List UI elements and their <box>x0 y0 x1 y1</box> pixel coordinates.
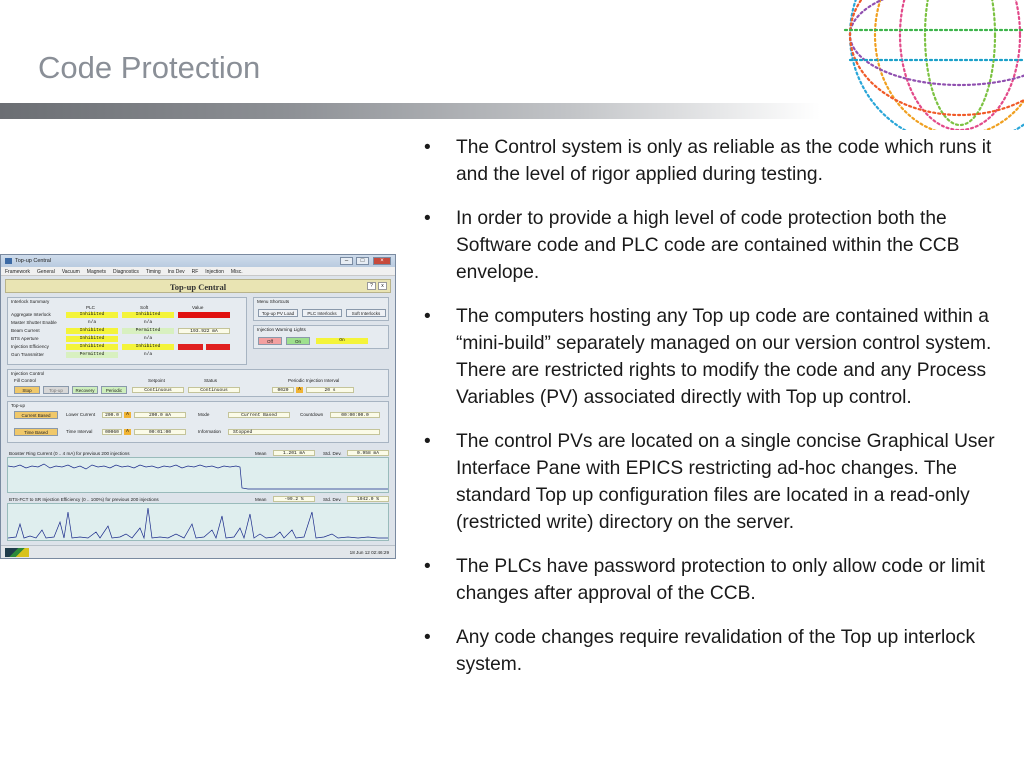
time-interval-alarm-marker: A <box>124 429 131 435</box>
current-based-button[interactable]: Current Based <box>14 411 58 419</box>
window-titlebar <box>1 255 395 267</box>
status-value: Continuous <box>188 387 240 393</box>
injection-control-group <box>7 369 389 397</box>
injection-efficiency-trace <box>8 504 388 540</box>
efficiency-std-label: Std. Dev. <box>323 497 342 502</box>
efficiency-mean-value: -99.2 % <box>273 496 315 502</box>
lower-current-alarm-marker: A <box>124 412 131 418</box>
col-soft-header: Soft <box>140 305 149 310</box>
time-interval-input[interactable]: 00060 <box>102 429 122 435</box>
soft-status: Inhibited <box>122 344 174 350</box>
plc-status: Inhibited <box>66 328 118 334</box>
injection-warning-lights-group <box>253 325 389 349</box>
time-based-button[interactable]: Time Based <box>14 428 58 436</box>
col-value-header: Value <box>192 305 204 310</box>
soft-status: Inhibited <box>122 312 174 318</box>
menu-injection[interactable]: Injection <box>205 269 224 275</box>
bullet-text: Any code changes require revalidation of the Top up interlock system. <box>456 627 976 675</box>
bullet-text: In order to provide a high level of code protection both the Software code and PLC code are contained within the CCB envelope. <box>456 208 960 283</box>
booster-std-label: Std. Dev. <box>323 451 342 456</box>
row-name: Aggregate Interlock <box>11 312 51 317</box>
bullet-text: The Control system is only as reliable as the code which runs it and the level of rigor applied during testing. <box>456 137 992 185</box>
help-button[interactable]: ? <box>367 282 376 290</box>
window-title: Top-up Central <box>15 258 52 264</box>
plc-status: Inhibited <box>66 336 118 342</box>
bullet-item <box>420 624 1015 678</box>
mode-value: Current Based <box>228 412 290 418</box>
efficiency-mean-label: Mean <box>255 497 267 502</box>
setpoint-value: Continuous <box>132 387 184 393</box>
topup-group <box>7 401 389 443</box>
bullet-text: The PLCs have password protection to only allow code or limit changes after approval of the CCB. <box>456 556 985 604</box>
row-name: Beam Current <box>11 328 40 333</box>
bullet-text: The control PVs are located on a single concise Graphical User Interface Pane with EPICS restricting ad-hoc changes. The standard Top up configuration files are located in a read-only (restricted write) directory on the server. <box>456 431 995 533</box>
group-title: Menu Shortcuts <box>257 299 290 304</box>
menu-framework[interactable]: Framework <box>5 269 31 275</box>
status-timestamp: 18 Jun 12 02:46:29 <box>349 550 389 555</box>
menu-magnets[interactable]: Magnets <box>86 269 106 275</box>
bullet-dot: • <box>424 137 431 158</box>
lower-current-readback: 200.0 mA <box>134 412 186 418</box>
row-name: Gun Transmitter <box>11 352 44 357</box>
topup-pv-load-button[interactable]: Top-up PV Load <box>258 309 298 317</box>
menu-insdev[interactable]: Ins Dev <box>167 269 185 275</box>
menu-timing[interactable]: Timing <box>145 269 161 275</box>
interlock-summary-group <box>7 297 247 365</box>
soft-status: n/a <box>143 320 153 325</box>
lights-off-button[interactable]: Off <box>258 337 282 345</box>
booster-std-value: 0.958 mA <box>347 450 389 456</box>
bullet-item <box>420 303 1015 411</box>
topup-mode-button[interactable]: Top-up <box>43 386 69 394</box>
countdown-label: Countdown <box>300 412 324 417</box>
booster-mean-value: 1.201 mA <box>273 450 315 456</box>
soft-status: Permitted <box>122 328 174 334</box>
title-underline-bar <box>0 103 820 119</box>
interval-alarm-marker: A <box>296 387 303 393</box>
slide-title: Code Protection <box>38 50 261 85</box>
menu-bar <box>1 267 395 276</box>
soft-status: n/a <box>143 336 153 341</box>
bullet-dot: • <box>424 431 431 452</box>
globe-logo-icon <box>830 0 1024 130</box>
value-indicator <box>178 312 230 318</box>
menu-diagnostics[interactable]: Diagnostics <box>112 269 139 275</box>
booster-current-trace <box>8 458 388 492</box>
beam-current-value: 193.922 mA <box>178 328 230 334</box>
bullet-dot: • <box>424 556 431 577</box>
bullet-dot: • <box>424 627 431 648</box>
plc-status: Permitted <box>66 352 118 358</box>
plc-status: n/a <box>87 320 97 325</box>
interval-input[interactable]: 0020 <box>272 387 294 393</box>
bullet-dot: • <box>424 208 431 229</box>
status-label: Status <box>204 378 218 383</box>
group-title: Injection Warning Lights <box>257 327 306 332</box>
maximize-button[interactable]: □ <box>356 257 369 265</box>
menu-vacuum[interactable]: Vacuum <box>61 269 80 275</box>
stop-button[interactable]: Stop <box>14 386 40 394</box>
bullet-item <box>420 428 1015 536</box>
lights-on-button[interactable]: On <box>286 337 310 345</box>
app-header <box>5 279 391 293</box>
bullet-dot: • <box>424 306 431 327</box>
app-icon <box>5 258 12 264</box>
efficiency-chart-title: BTS-FCT to SR Injection Efficiency (0 .. 100%) for previous 200 injections <box>9 497 159 502</box>
topup-central-window <box>0 254 396 559</box>
menu-rf[interactable]: RF <box>191 269 199 275</box>
lights-status: On <box>316 338 368 344</box>
injection-efficiency-chart <box>7 503 389 541</box>
soft-status: n/a <box>143 352 153 357</box>
interval-readback: 20 s <box>306 387 354 393</box>
lower-current-input[interactable]: 200.0 <box>102 412 122 418</box>
app-title: Top-up Central <box>169 282 227 292</box>
status-bar <box>1 545 395 558</box>
menu-misc[interactable]: Misc. <box>230 269 243 275</box>
value-indicator <box>178 344 203 350</box>
group-title: Injection Control <box>11 371 45 376</box>
periodic-button[interactable]: Periodic <box>101 386 127 394</box>
minimize-button[interactable]: – <box>340 257 353 265</box>
group-title: Top-up <box>11 403 26 408</box>
exit-button[interactable]: x <box>378 282 387 290</box>
soft-interlocks-button[interactable]: Soft Interlocks <box>346 309 386 317</box>
bullet-item <box>420 205 1015 286</box>
time-interval-readback: 00:01:00 <box>134 429 186 435</box>
menu-general[interactable]: General <box>37 269 55 275</box>
booster-chart-title: Booster Ring Current (0 .. 4 mA) for previous 200 injections <box>9 451 130 456</box>
recovery-button[interactable]: Recovery <box>72 386 98 394</box>
facility-logo-icon <box>5 548 29 557</box>
interval-label: Periodic Injection Interval <box>288 378 340 383</box>
booster-current-chart <box>7 457 389 493</box>
fill-control-label: Fill Control <box>14 378 36 383</box>
plc-interlocks-button[interactable]: PLC Interlocks <box>302 309 342 317</box>
row-name: BTS Aperture <box>11 336 39 341</box>
plc-status: Inhibited <box>66 344 118 350</box>
row-name: Injection Efficiency <box>11 344 49 349</box>
mode-label: Mode <box>198 412 210 417</box>
setpoint-label: Setpoint <box>148 378 165 383</box>
col-plc-header: PLC <box>86 305 95 310</box>
time-interval-label: Time Interval <box>66 429 93 434</box>
menu-shortcuts-group <box>253 297 389 321</box>
close-button[interactable]: × <box>373 257 391 265</box>
bullet-list <box>420 134 1015 695</box>
efficiency-std-value: 1042.0 % <box>347 496 389 502</box>
information-value: Stopped <box>228 429 380 435</box>
value-indicator <box>206 344 230 350</box>
booster-mean-label: Mean <box>255 451 267 456</box>
bullet-text: The computers hosting any Top up code are contained within a “mini-build” separately managed on our version control system. There are restricted rights to modify the code and any Process Variables (PV) associated directly with Top up control. <box>456 306 992 408</box>
bullet-item <box>420 134 1015 188</box>
lower-current-label: Lower Current <box>66 412 96 417</box>
information-label: Information <box>198 429 221 434</box>
plc-status: Inhibited <box>66 312 118 318</box>
row-name: Master Shutter Enable <box>11 320 57 325</box>
group-title: Interlock Summary <box>11 299 50 304</box>
bullet-item <box>420 553 1015 607</box>
countdown-value: 00:00:00.0 <box>330 412 380 418</box>
